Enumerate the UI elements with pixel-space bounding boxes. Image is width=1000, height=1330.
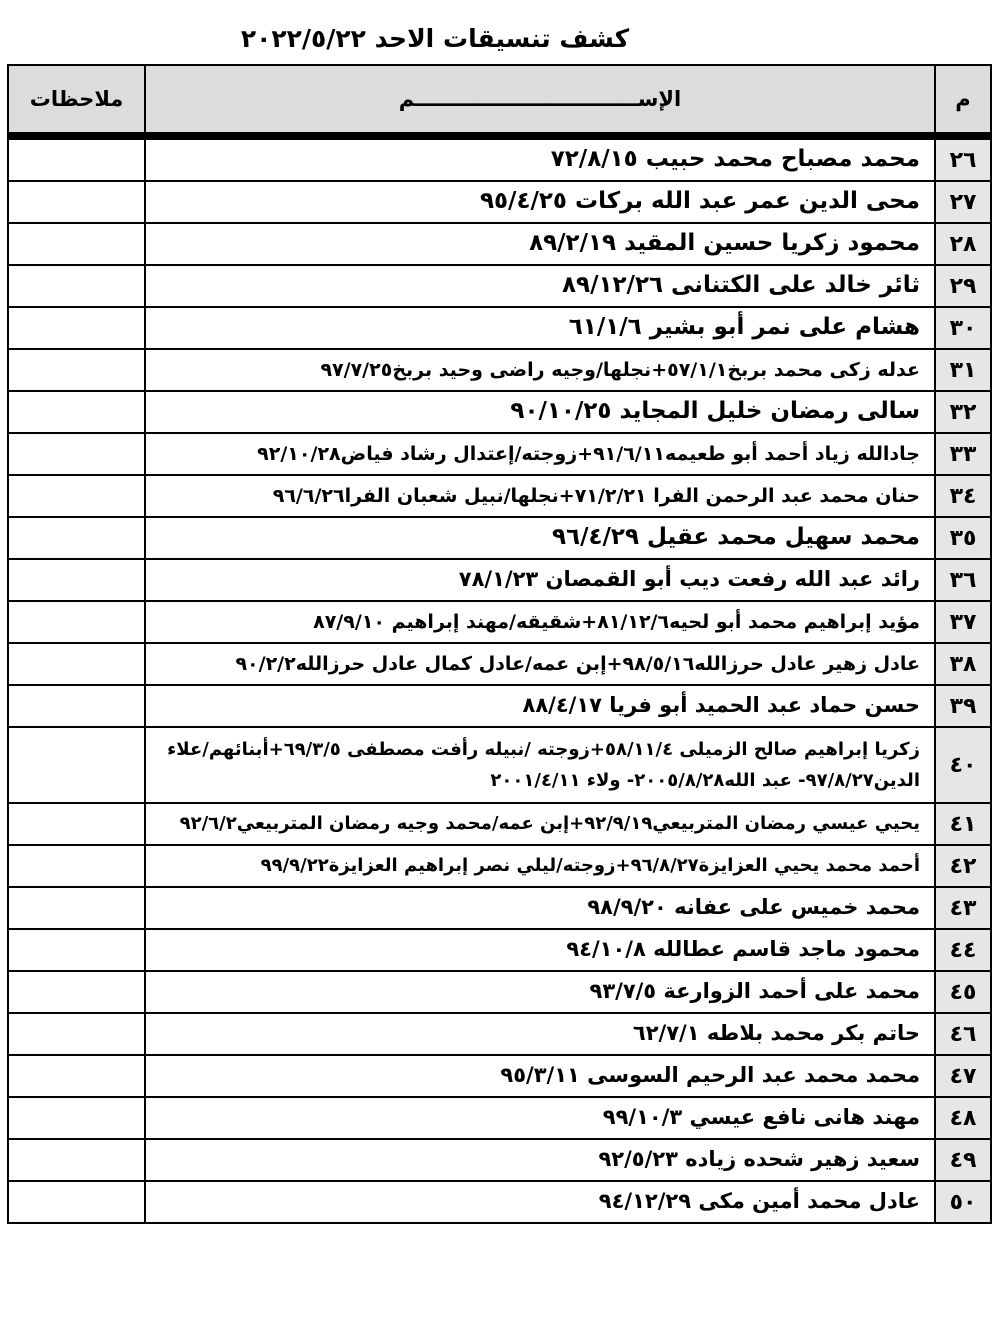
table-row: [9, 349, 990, 391]
row-number: ٣٧: [935, 601, 990, 643]
row-number: ٣٢: [935, 391, 990, 433]
table-row: [9, 803, 990, 845]
table-row: [9, 181, 990, 223]
row-name: محمد مصباح محمد حبيب ٧٢/٨/١٥: [145, 139, 935, 181]
table-row: [9, 1139, 990, 1181]
row-notes: [9, 971, 145, 1013]
row-notes: [9, 223, 145, 265]
row-name: محمد محمد عبد الرحيم السوسى ٩٥/٣/١١: [145, 1055, 935, 1097]
row-number: ٣٣: [935, 433, 990, 475]
row-notes: [9, 391, 145, 433]
table-row: [9, 887, 990, 929]
table-row: [9, 517, 990, 559]
row-name: جادالله زياد أحمد أبو طعيمه٩١/٦/١١+زوجته/إعتدال رشاد فياض٩٢/١٠/٢٨: [145, 433, 935, 475]
row-number: ٢٧: [935, 181, 990, 223]
row-notes: [9, 803, 145, 845]
table-row: [9, 223, 990, 265]
row-number: ٤١: [935, 803, 990, 845]
table-row: [9, 391, 990, 433]
table-row: [9, 685, 990, 727]
row-number: ٤٣: [935, 887, 990, 929]
row-name: رائد عبد الله رفعت ديب أبو القمصان ٧٨/١/٢٣: [145, 559, 935, 601]
table-row: [9, 929, 990, 971]
row-notes: [9, 643, 145, 685]
row-name: أحمد محمد يحيي العزايزة٩٦/٨/٢٧+زوجته/ليلي نصر إبراهيم العزايزة٩٩/٩/٢٢: [145, 845, 935, 887]
table-row: [9, 559, 990, 601]
row-notes: [9, 1013, 145, 1055]
row-notes: [9, 517, 145, 559]
row-name: محمد خميس على عفانه ٩٨/٩/٢٠: [145, 887, 935, 929]
row-number: ٤٠: [935, 727, 990, 803]
row-notes: [9, 887, 145, 929]
row-notes: [9, 929, 145, 971]
row-notes: [9, 601, 145, 643]
table-row: [9, 1055, 990, 1097]
row-notes: [9, 1097, 145, 1139]
header-notes: ملاحظات: [9, 66, 145, 133]
row-name: عدله زكى محمد بربخ٥٧/١/١+نجلها/وجيه راضى وحيد بربخ٩٧/٧/٢٥: [145, 349, 935, 391]
row-notes: [9, 1139, 145, 1181]
table-row: [9, 1097, 990, 1139]
row-name: محمد على أحمد الزوارعة ٩٣/٧/٥: [145, 971, 935, 1013]
row-name: مهند هانى نافع عيسي ٩٩/١٠/٣: [145, 1097, 935, 1139]
table-row: [9, 475, 990, 517]
row-number: ٣٥: [935, 517, 990, 559]
row-name: هشام على نمر أبو بشير ٦١/١/٦: [145, 307, 935, 349]
row-number: ٤٤: [935, 929, 990, 971]
row-notes: [9, 1181, 145, 1222]
row-number: ٣٨: [935, 643, 990, 685]
table-row: [9, 307, 990, 349]
row-name: محمد سهيل محمد عقيل ٩٦/٤/٢٩: [145, 517, 935, 559]
table-row: [9, 601, 990, 643]
row-notes: [9, 349, 145, 391]
header-number: م: [935, 66, 990, 133]
row-name: عادل محمد أمين مكى ٩٤/١٢/٢٩: [145, 1181, 935, 1222]
row-number: ٤٨: [935, 1097, 990, 1139]
roster-table: [9, 66, 990, 1222]
row-notes: [9, 727, 145, 803]
table-row: [9, 643, 990, 685]
row-number: ٢٦: [935, 139, 990, 181]
row-number: ٥٠: [935, 1181, 990, 1222]
table-row: [9, 433, 990, 475]
row-notes: [9, 1055, 145, 1097]
row-notes: [9, 265, 145, 307]
row-name: حنان محمد عبد الرحمن الفرا ٧١/٢/٢١+نجلها/نبيل شعبان الفرا٩٦/٦/٢٦: [145, 475, 935, 517]
table-row: [9, 265, 990, 307]
row-notes: [9, 139, 145, 181]
table-header-row: [9, 66, 990, 133]
row-name: محمود ماجد قاسم عطالله ٩٤/١٠/٨: [145, 929, 935, 971]
row-notes: [9, 307, 145, 349]
table-row: [9, 845, 990, 887]
roster-table-frame: [7, 64, 992, 1224]
row-notes: [9, 685, 145, 727]
row-name: ثائر خالد على الكتنانى ٨٩/١٢/٢٦: [145, 265, 935, 307]
document-title: كشف تنسيقات الاحد ٢٠٢٢/٥/٢٢: [240, 24, 630, 53]
row-notes: [9, 475, 145, 517]
table-row: [9, 971, 990, 1013]
row-name: عادل زهير عادل حرزالله٩٨/٥/١٦+إبن عمه/عادل كمال عادل حرزالله٩٠/٢/٢: [145, 643, 935, 685]
row-number: ٤٩: [935, 1139, 990, 1181]
row-name: محى الدين عمر عبد الله بركات ٩٥/٤/٢٥: [145, 181, 935, 223]
row-name: سالى رمضان خليل المجايد ٩٠/١٠/٢٥: [145, 391, 935, 433]
table-row: [9, 727, 990, 803]
row-notes: [9, 433, 145, 475]
row-number: ٤٢: [935, 845, 990, 887]
header-name: الإســـــــــــــــــــــــــــــــم: [145, 66, 935, 133]
row-number: ٣٠: [935, 307, 990, 349]
table-row: [9, 1181, 990, 1222]
table-row: [9, 1013, 990, 1055]
row-name: حاتم بكر محمد بلاطه ٦٢/٧/١: [145, 1013, 935, 1055]
row-number: ٤٦: [935, 1013, 990, 1055]
row-number: ٢٩: [935, 265, 990, 307]
row-name: حسن حماد عبد الحميد أبو فريا ٨٨/٤/١٧: [145, 685, 935, 727]
row-notes: [9, 559, 145, 601]
row-notes: [9, 845, 145, 887]
row-number: ٣٦: [935, 559, 990, 601]
row-name: سعيد زهير شحده زياده ٩٢/٥/٢٣: [145, 1139, 935, 1181]
row-name: محمود زكريا حسين المقيد ٨٩/٢/١٩: [145, 223, 935, 265]
row-number: ٣١: [935, 349, 990, 391]
row-number: ٤٥: [935, 971, 990, 1013]
table-row: [9, 139, 990, 181]
row-notes: [9, 181, 145, 223]
row-number: ٣٩: [935, 685, 990, 727]
row-name: زكريا إبراهيم صالح الزميلى ٥٨/١١/٤+زوجته /نبيله رأفت مصطفى ٦٩/٣/٥+أبنائهم/علاء الدين٩٧/٨/٢٧- عبد الله٢٠٠٥/٨/٢٨- ولاء ٢٠٠١/٤/١١: [145, 727, 935, 803]
row-number: ٣٤: [935, 475, 990, 517]
row-number: ٤٧: [935, 1055, 990, 1097]
row-name: مؤيد إبراهيم محمد أبو لحيه٨١/١٢/٦+شقيقه/مهند إبراهيم ٨٧/٩/١٠: [145, 601, 935, 643]
row-number: ٢٨: [935, 223, 990, 265]
row-name: يحيي عيسي رمضان المتربيعي٩٢/٩/١٩+إبن عمه/محمد وجيه رمضان المتربيعي٩٢/٦/٢: [145, 803, 935, 845]
